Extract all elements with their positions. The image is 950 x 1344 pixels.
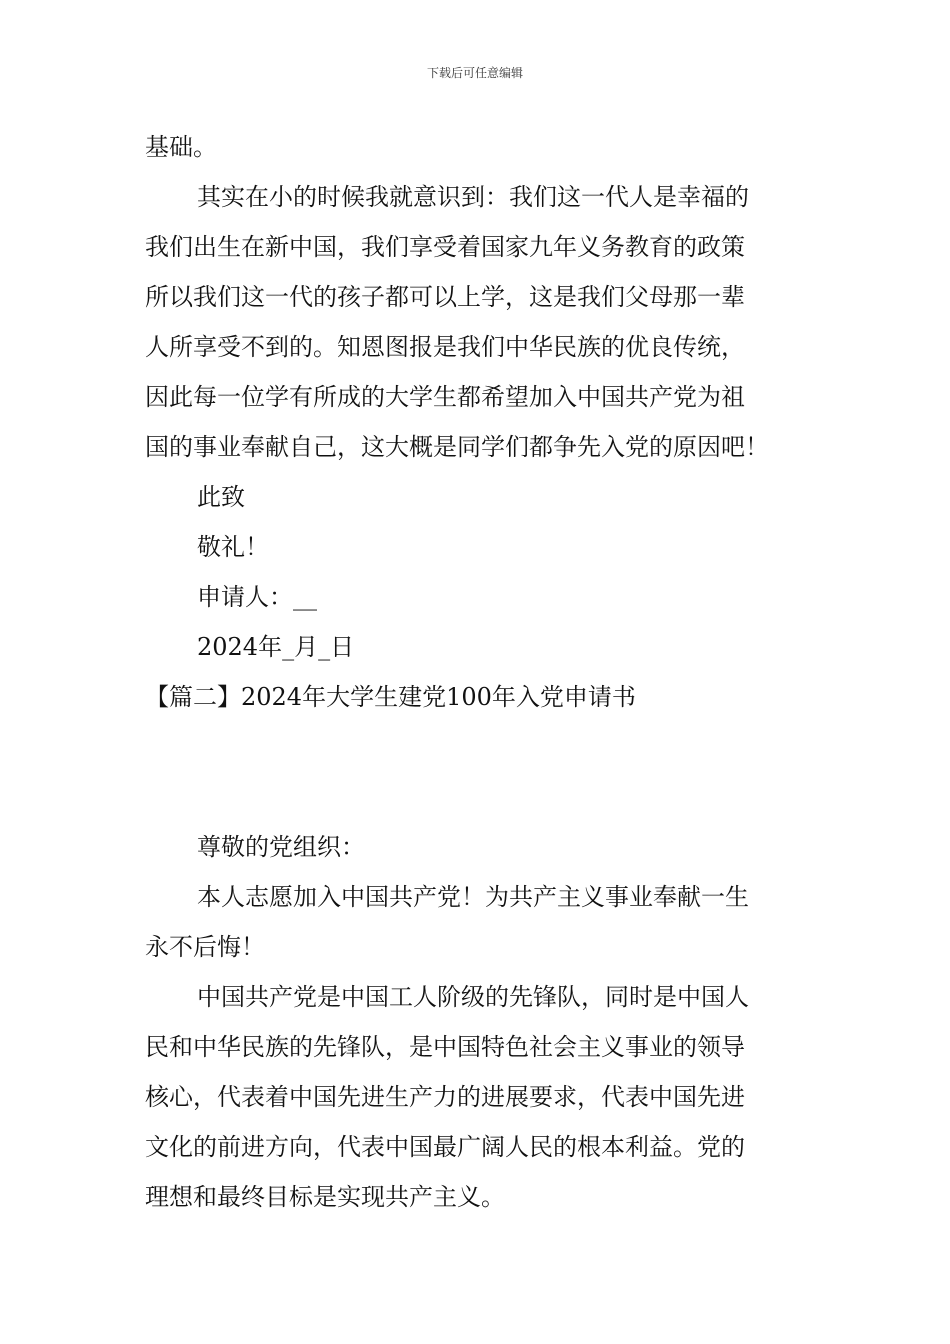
paragraph-line: 人所享受不到的。知恩图报是我们中华民族的优良传统， bbox=[145, 333, 745, 361]
applicant-line: 申请人：__ bbox=[197, 583, 317, 611]
paragraph-line: 因此每一位学有所成的大学生都希望加入中国共产党为祖 bbox=[145, 383, 745, 411]
paragraph-line: 中国共产党是中国工人阶级的先锋队，同时是中国人 bbox=[197, 983, 749, 1011]
paragraph-line: 永不后悔！ bbox=[145, 933, 265, 961]
section-title: 【篇二】2024年大学生建党100年入党申请书 bbox=[145, 683, 636, 711]
document-body bbox=[145, 122, 807, 1222]
paragraph-line: 文化的前进方向，代表中国最广阔人民的根本利益。党的 bbox=[145, 1133, 745, 1161]
paragraph-line: 核心，代表着中国先进生产力的进展要求，代表中国先进 bbox=[145, 1083, 745, 1111]
date-line: 2024年_月_日 bbox=[197, 633, 355, 661]
closing-line: 此致 bbox=[197, 483, 245, 511]
salutation-line: 敬礼！ bbox=[197, 533, 269, 561]
blank-space bbox=[145, 722, 807, 822]
paragraph-line: 其实在小的时候我就意识到：我们这一代人是幸福的 bbox=[197, 183, 749, 211]
paragraph-line: 理想和最终目标是实现共产主义。 bbox=[145, 1183, 505, 1211]
paragraph-line: 我们出生在新中国，我们享受着国家九年义务教育的政策 bbox=[145, 233, 745, 261]
paragraph-line: 民和中华民族的先锋队，是中国特色社会主义事业的领导 bbox=[145, 1033, 745, 1061]
paragraph-line: 本人志愿加入中国共产党！为共产主义事业奉献一生 bbox=[197, 883, 749, 911]
paragraph-line: 所以我们这一代的孩子都可以上学，这是我们父母那一辈 bbox=[145, 283, 745, 311]
paragraph-line: 国的事业奉献自己，这大概是同学们都争先入党的原因吧！ bbox=[145, 433, 769, 461]
greeting-line: 尊敬的党组织： bbox=[197, 833, 365, 861]
page-header: 下载后可任意编辑 bbox=[426, 66, 523, 80]
paragraph-line: 基础。 bbox=[145, 133, 217, 161]
